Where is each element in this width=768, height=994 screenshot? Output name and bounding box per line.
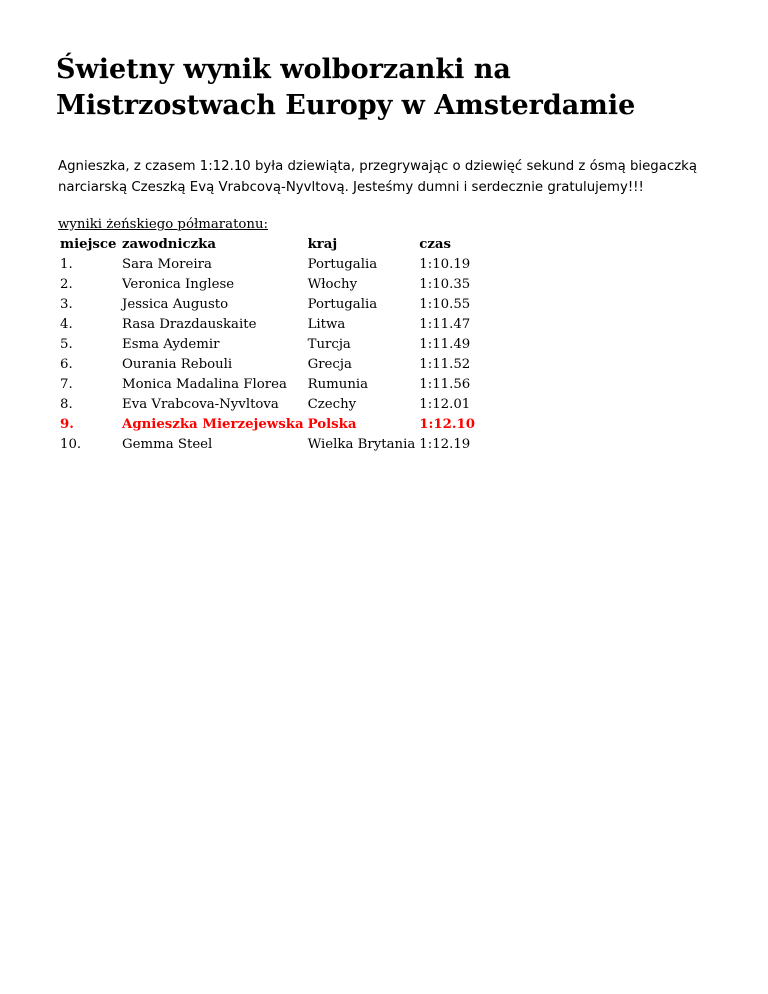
cell-name: Rasa Drazdauskaite	[122, 316, 257, 332]
cell-time: 1:10.19	[419, 256, 471, 272]
cell-country: Portugalia	[307, 256, 378, 272]
header-country: kraj	[307, 236, 338, 252]
cell-place: 5.	[60, 336, 73, 352]
page-title: Świetny wynik wolborzanki na Mistrzostwach Europy w Amsterdamie	[56, 54, 636, 121]
cell-country: Portugalia	[307, 296, 378, 312]
table-row	[58, 354, 477, 374]
table-row	[58, 274, 477, 294]
cell-time: 1:11.49	[419, 336, 471, 352]
cell-country: Wielka Brytania	[307, 436, 416, 452]
table-row-highlighted	[58, 414, 477, 434]
cell-place: 4.	[60, 316, 73, 332]
cell-place: 10.	[60, 436, 82, 452]
cell-country: Grecja	[307, 356, 352, 372]
cell-country: Polska	[307, 416, 357, 432]
cell-place: 3.	[60, 296, 73, 312]
cell-name: Monica Madalina Florea	[122, 376, 287, 392]
table-row	[58, 394, 477, 414]
table-row	[58, 374, 477, 394]
cell-time: 1:10.55	[419, 296, 471, 312]
header-place: miejsce	[60, 236, 117, 252]
cell-country: Włochy	[307, 276, 358, 292]
cell-country: Turcja	[307, 336, 351, 352]
cell-place: 7.	[60, 376, 73, 392]
cell-place: 6.	[60, 356, 73, 372]
cell-name: Agnieszka Mierzejewska	[122, 416, 304, 432]
cell-place: 1.	[60, 256, 73, 272]
intro-paragraph: Agnieszka, z czasem 1:12.10 była dziewiąta, przegrywając o dziewięć sekund z ósmą biegaczką narciarską Czeszką Evą Vrabcovą-Nyvltovą. Jesteśmy dumni i serdecznie gratulujemy!!!	[58, 159, 698, 195]
cell-time: 1:11.47	[419, 316, 471, 332]
cell-place: 2.	[60, 276, 73, 292]
header-time: czas	[419, 236, 452, 252]
cell-time: 1:11.56	[419, 376, 471, 392]
cell-name: Ourania Rebouli	[122, 356, 233, 372]
cell-name: Veronica Inglese	[122, 276, 235, 292]
cell-country: Czechy	[307, 396, 357, 412]
table-header-row	[58, 234, 477, 254]
cell-time: 1:12.10	[419, 416, 476, 432]
cell-name: Esma Aydemir	[122, 336, 220, 352]
cell-name: Sara Moreira	[122, 256, 212, 272]
cell-time: 1:12.01	[419, 396, 471, 412]
table-row	[58, 294, 477, 314]
cell-country: Litwa	[307, 316, 346, 332]
cell-time: 1:11.52	[419, 356, 471, 372]
header-name: zawodniczka	[122, 236, 216, 252]
cell-name: Jessica Augusto	[122, 296, 229, 312]
table-row	[58, 314, 477, 334]
table-row	[58, 334, 477, 354]
table-caption: wyniki żeńskiego półmaratonu:	[58, 217, 269, 232]
cell-time: 1:10.35	[419, 276, 471, 292]
cell-country: Rumunia	[307, 376, 369, 392]
results-table	[58, 234, 477, 454]
cell-place: 8.	[60, 396, 73, 412]
table-row	[58, 434, 477, 454]
cell-name: Gemma Steel	[122, 436, 213, 452]
cell-name: Eva Vrabcova-Nyvltova	[122, 396, 279, 412]
cell-place: 9.	[60, 416, 74, 432]
document-page	[56, 52, 736, 454]
cell-time: 1:12.19	[419, 436, 471, 452]
table-row	[58, 254, 477, 274]
